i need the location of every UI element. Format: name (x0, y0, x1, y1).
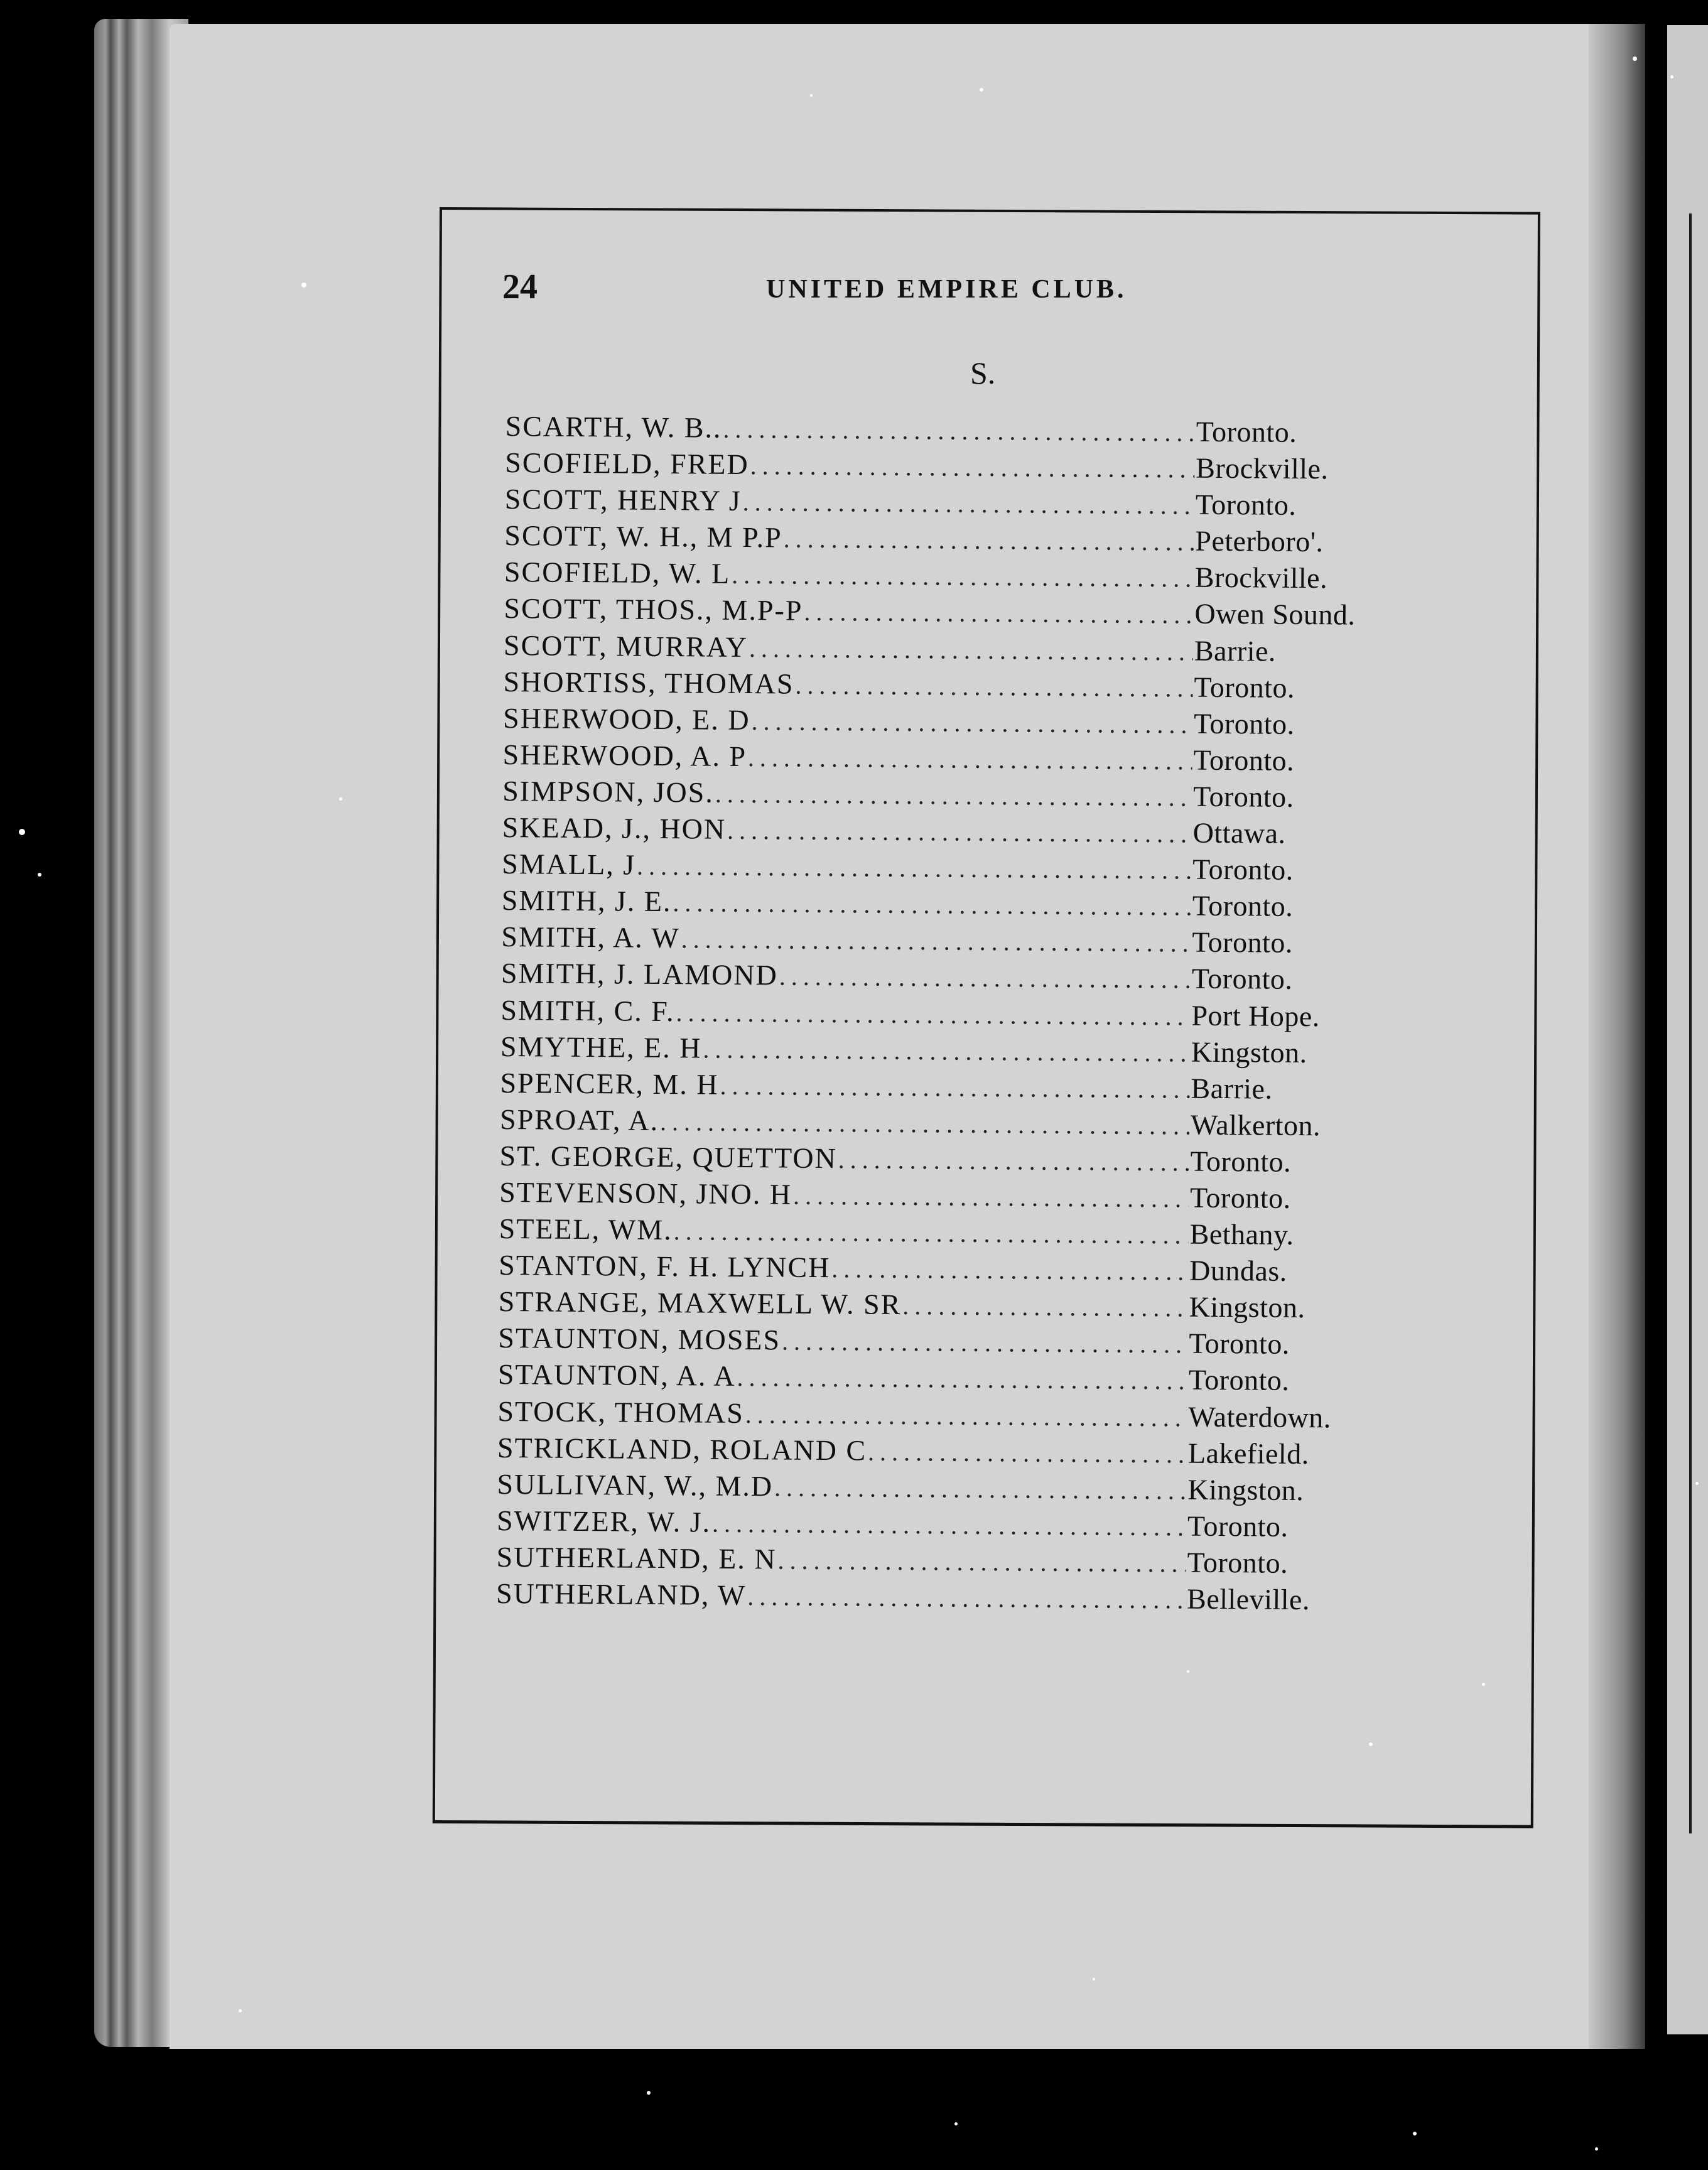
member-name: SHERWOOD, E. D (502, 701, 750, 736)
dot-leader (779, 959, 1191, 998)
club-title: UNITED EMPIRE CLUB. (766, 275, 1127, 304)
member-row (496, 1575, 1394, 1619)
member-town: Toronto. (1187, 1509, 1289, 1543)
dot-leader (723, 411, 1195, 451)
member-town: Toronto. (1187, 1546, 1289, 1579)
member-name: STRANGE, MAXWELL W. SR (498, 1285, 902, 1321)
member-name: STOCK, THOMAS (497, 1395, 745, 1429)
dot-leader (831, 1251, 1188, 1290)
dot-leader (732, 557, 1194, 597)
member-town: Kingston. (1187, 1473, 1304, 1506)
member-name: SULLIVAN, W., M.D (497, 1467, 774, 1503)
dot-leader (676, 995, 1190, 1035)
member-town: Toronto. (1193, 707, 1295, 740)
dot-leader (715, 776, 1192, 816)
member-name: SHERWOOD, A. P (502, 738, 747, 772)
dot-leader (804, 594, 1193, 634)
film-speck (954, 2122, 958, 2125)
member-name: STAUNTON, A. A (497, 1358, 736, 1393)
member-name: SPROAT, A. (499, 1103, 659, 1136)
member-name: SIMPSON, JOS. (502, 774, 715, 809)
dot-leader (750, 448, 1194, 488)
member-name: SHORTISS, THOMAS (503, 665, 794, 700)
dot-leader (703, 1031, 1190, 1071)
member-name: SCOFIELD, FRED (505, 446, 749, 481)
film-speck (1695, 1482, 1699, 1485)
member-town: Toronto. (1193, 743, 1295, 777)
member-name: SMITH, J. E. (501, 884, 672, 918)
member-town: Barrie. (1194, 634, 1277, 667)
member-name: SCARTH, W. B.. (505, 409, 722, 444)
member-name: SMYTHE, E. H (500, 1030, 702, 1064)
member-town: Owen Sound. (1194, 598, 1356, 632)
facing-page-edge (1667, 25, 1708, 2034)
page-number: 24 (502, 267, 538, 306)
member-name: SCOTT, W. H., M P.P (504, 519, 782, 554)
member-town: Peterboro'. (1195, 524, 1324, 558)
member-town: Toronto. (1192, 889, 1294, 923)
member-town: Port Hope. (1191, 999, 1320, 1032)
member-town: Waterdown. (1188, 1400, 1332, 1433)
dot-leader (673, 885, 1191, 925)
running-head (502, 267, 1319, 311)
film-speck (647, 2091, 651, 2095)
gutter-shadow (1589, 24, 1645, 2049)
film-speck (980, 88, 983, 92)
member-list (496, 408, 1403, 1619)
member-name: SCOFIELD, W. L (504, 556, 731, 590)
member-town: Bethany. (1189, 1217, 1294, 1251)
member-town: Toronto. (1192, 853, 1294, 887)
film-speck (38, 873, 41, 877)
dot-leader (660, 1104, 1189, 1145)
dot-leader (745, 1396, 1187, 1437)
member-name: STANTON, F. H. LYNCH (499, 1249, 831, 1284)
member-name: STAUNTON, MOSES (498, 1322, 781, 1356)
film-speck (1595, 2147, 1598, 2151)
dot-leader (777, 1542, 1186, 1582)
dot-leader (748, 740, 1192, 780)
dot-leader (681, 922, 1191, 962)
member-row (502, 809, 1400, 853)
dot-leader (712, 1505, 1186, 1545)
member-town: Toronto. (1196, 415, 1297, 448)
member-name: SMITH, A. W (501, 920, 680, 954)
member-town: Toronto. (1192, 926, 1294, 959)
dot-leader (774, 1469, 1187, 1509)
member-name: SCOTT, HENRY J (504, 483, 742, 517)
member-town: Kingston. (1189, 1290, 1305, 1324)
member-name: SWITZER, W. J. (496, 1504, 711, 1538)
dot-leader (795, 667, 1192, 706)
member-town: Walkerton. (1190, 1108, 1321, 1142)
film-speck (301, 283, 306, 288)
dot-leader (902, 1288, 1188, 1327)
member-town: Toronto. (1189, 1181, 1291, 1214)
member-town: Kingston. (1191, 1035, 1307, 1069)
section-letter: S. (970, 355, 996, 391)
dot-leader (868, 1433, 1187, 1472)
member-town: Toronto. (1195, 488, 1297, 522)
member-town: Brockville. (1196, 451, 1329, 485)
film-speck (1482, 1683, 1485, 1686)
facing-page-frame-rule (1689, 213, 1692, 1833)
member-name: ST. GEORGE, QUETTON (499, 1139, 837, 1175)
member-town: Barrie. (1191, 1072, 1273, 1105)
member-name: SCOTT, THOS., M.P-P (504, 592, 803, 627)
member-town: Dundas. (1189, 1254, 1287, 1287)
member-name: SPENCER, M. H (500, 1066, 719, 1101)
film-speck (339, 797, 342, 801)
dot-leader (749, 630, 1193, 671)
film-speck (810, 94, 813, 97)
dot-leader (838, 1142, 1189, 1180)
member-name: SUTHERLAND, E. N (496, 1540, 777, 1575)
member-town: Brockville. (1194, 561, 1328, 595)
dot-leader (747, 1579, 1186, 1618)
dot-leader (720, 1067, 1189, 1108)
film-speck (1187, 1670, 1189, 1673)
member-town: Lakefield. (1187, 1437, 1309, 1470)
member-name: SKEAD, J., HON (502, 811, 727, 845)
member-town: Belleville. (1186, 1582, 1311, 1616)
film-speck (1670, 75, 1673, 78)
member-town: Toronto. (1189, 1327, 1290, 1361)
member-name: STEEL, WM. (499, 1212, 673, 1246)
dot-leader (751, 703, 1192, 743)
member-name: SMITH, J. LAMOND (500, 957, 779, 991)
dot-leader (793, 1178, 1189, 1217)
member-town: Toronto. (1194, 671, 1295, 704)
member-name: SMALL, J (502, 848, 636, 881)
member-town: Toronto. (1192, 780, 1294, 813)
film-speck (239, 2009, 242, 2012)
dot-leader (737, 1359, 1187, 1400)
dot-leader (782, 1324, 1188, 1363)
film-speck (19, 829, 25, 835)
member-town: Ottawa. (1192, 816, 1286, 850)
dot-leader (783, 521, 1194, 561)
film-speck (1633, 57, 1637, 61)
film-speck (1369, 1742, 1373, 1746)
film-speck (1093, 1978, 1095, 1980)
dot-leader (637, 848, 1192, 889)
member-name: SCOTT, MURRAY (503, 629, 749, 663)
member-town: Toronto. (1190, 1145, 1292, 1178)
dot-leader (673, 1213, 1188, 1253)
film-speck (1413, 2132, 1417, 2135)
member-name: STEVENSON, JNO. H (499, 1175, 792, 1211)
member-name: STRICKLAND, ROLAND C (497, 1431, 867, 1467)
member-town: Toronto. (1191, 963, 1293, 996)
member-name: SMITH, C. F. (500, 993, 675, 1027)
member-name: SUTHERLAND, W (495, 1577, 747, 1612)
dot-leader (727, 812, 1192, 853)
dot-leader (742, 484, 1194, 524)
member-town: Toronto. (1188, 1364, 1290, 1397)
